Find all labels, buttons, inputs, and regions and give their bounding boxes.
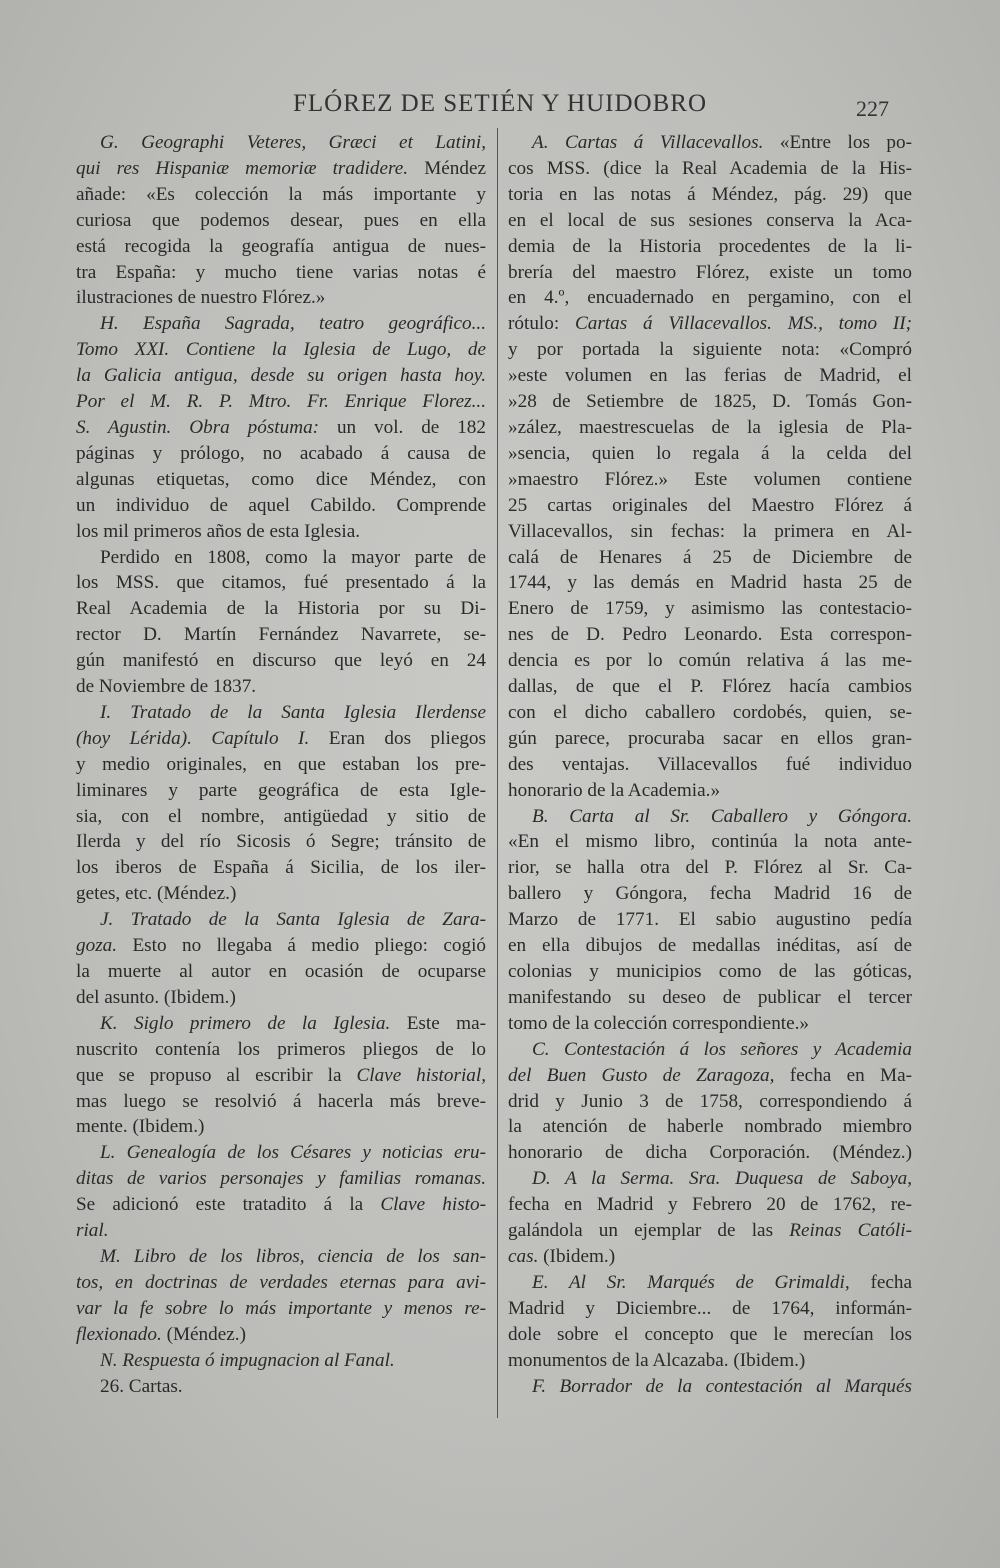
column-divider — [497, 128, 498, 1418]
text-segment: mente. (Ibidem.) — [76, 1116, 205, 1138]
text-line — [76, 1114, 486, 1140]
text-segment: con el dicho caballero cordobés, quien, se- — [508, 701, 912, 723]
left-text-column — [76, 130, 486, 1399]
text-segment: Esto no llegaba á medio pliego: cogió — [117, 935, 486, 957]
text-segment: »maestro Flórez.» Este volumen contiene — [508, 468, 912, 490]
text-line — [76, 674, 486, 700]
text-segment: liminares y parte geográfica de esta Igle- — [76, 779, 486, 801]
text-segment: mas luego se resolvió á hacerla más breve- — [76, 1090, 486, 1112]
text-segment: gún parece, procuraba sacar en ellos gran- — [508, 727, 912, 749]
text-segment: monumentos de la Alcazaba. (Ibidem.) — [508, 1349, 806, 1371]
text-segment: (Ibidem.) — [538, 1245, 616, 1267]
text-line — [76, 182, 486, 208]
text-segment: Se adicionó este tratadito á la — [76, 1194, 381, 1216]
text-line — [508, 1270, 912, 1296]
text-segment: fecha en Ma- — [774, 1064, 912, 1086]
text-line — [76, 881, 486, 907]
text-line — [508, 907, 912, 933]
text-segment: getes, etc. (Méndez.) — [76, 883, 237, 905]
text-segment: en el local de sus sesiones conserva la Aca- — [508, 209, 912, 231]
text-line — [508, 1037, 912, 1063]
text-line — [508, 1192, 912, 1218]
text-segment: »sencia, quien lo regala á la celda del — [508, 442, 912, 464]
text-line — [76, 1218, 486, 1244]
text-line — [508, 1374, 912, 1400]
text-line — [508, 674, 912, 700]
text-line — [76, 1192, 486, 1218]
italic-segment: (hoy Lérida). Capítulo I. — [76, 727, 310, 749]
text-segment: 25 cartas originales del Maestro Flórez á — [508, 494, 912, 516]
text-segment: de Noviembre de 1837. — [76, 676, 257, 698]
italic-segment: S. Agustin. Obra póstuma: — [76, 416, 320, 438]
text-line — [76, 363, 486, 389]
text-segment: Este ma- — [390, 1012, 486, 1034]
text-line — [508, 1063, 912, 1089]
text-line — [508, 804, 912, 830]
italic-segment: ditas de varios personajes y familias romanas. — [76, 1168, 486, 1190]
italic-segment: goza. — [76, 935, 118, 957]
text-line — [508, 441, 912, 467]
text-line — [76, 752, 486, 778]
text-line — [508, 208, 912, 234]
text-line — [508, 700, 912, 726]
italic-segment: E. Al Sr. Marqués de Grimaldi, — [532, 1271, 850, 1293]
text-line — [76, 441, 486, 467]
text-segment: honorario de dicha Corporación. (Méndez.) — [508, 1142, 912, 1164]
text-line — [76, 570, 486, 596]
text-line — [508, 260, 912, 286]
text-segment: drid y Junio 3 de 1758, correspondiendo á — [508, 1090, 912, 1112]
text-segment: galándola un ejemplar de las — [508, 1220, 790, 1242]
text-line — [508, 1089, 912, 1115]
text-line — [508, 493, 912, 519]
text-segment: nuscrito contenía los primeros pliegos de lo — [76, 1038, 486, 1060]
text-line — [508, 933, 912, 959]
text-line — [508, 337, 912, 363]
text-line — [76, 1089, 486, 1115]
text-line — [508, 1218, 912, 1244]
text-line — [508, 1296, 912, 1322]
text-segment: Marzo de 1771. El sabio augustino pedía — [508, 909, 912, 931]
text-segment: dole sobre el concepto que le merecían los — [508, 1323, 912, 1345]
text-segment: colonias y municipios como de las góticas, — [508, 961, 912, 982]
text-line — [76, 1244, 486, 1270]
text-line — [508, 829, 912, 855]
text-segment: 26. Cartas. — [100, 1375, 183, 1397]
text-segment: añade: «Es colección la más importante y — [76, 183, 486, 205]
text-line — [76, 208, 486, 234]
text-line — [508, 855, 912, 881]
text-line — [76, 156, 486, 182]
text-line — [76, 1296, 486, 1322]
text-line — [76, 596, 486, 622]
text-segment: los mil primeros años de esta Iglesia. — [76, 520, 361, 542]
text-segment: del asunto. (Ibidem.) — [76, 986, 236, 1008]
text-segment: honorario de la Academia.» — [508, 779, 721, 801]
text-line — [76, 1011, 486, 1037]
text-line — [76, 1166, 486, 1192]
text-line — [508, 1322, 912, 1348]
text-line — [508, 285, 912, 311]
text-segment: (Méndez.) — [161, 1323, 246, 1345]
text-line — [508, 570, 912, 596]
italic-segment: F. Borrador de la contestación al Marqués — [532, 1375, 912, 1397]
text-line — [76, 467, 486, 493]
running-header-title: FLÓREZ DE SETIÉN Y HUIDOBRO — [292, 90, 707, 117]
text-segment: ballero y Góngora, fecha Madrid 16 de — [508, 883, 912, 905]
italic-segment: L. Genealogía de los Césares y noticias eru- — [100, 1142, 486, 1164]
text-segment: »28 de Setiembre de 1825, D. Tomás Gon- — [508, 391, 912, 413]
italic-segment: C. Contestación á los señores y Academia — [532, 1038, 912, 1060]
italic-segment: Reinas Católi- — [789, 1220, 912, 1242]
text-line — [508, 1166, 912, 1192]
italic-segment: H. España Sagrada, teatro geográfico... — [100, 313, 486, 335]
italic-segment: J. Tratado de la Santa Iglesia de Zara- — [100, 909, 486, 931]
page-number: 227 — [856, 96, 889, 121]
text-segment: los iberos de España á Sicilia, de los iler- — [76, 857, 486, 879]
text-segment: nes de D. Pedro Leonardo. Esta correspon- — [508, 624, 912, 646]
text-line — [76, 700, 486, 726]
italic-segment: K. Siglo primero de la Iglesia. — [100, 1012, 391, 1034]
italic-segment: M. Libro de los libros, ciencia de los san- — [100, 1245, 486, 1267]
text-segment: dencia es por lo común relativa á las me- — [508, 650, 912, 672]
right-text-column — [508, 130, 912, 1399]
text-segment: sia, con el nombre, antigüedad y sitio de — [76, 805, 486, 827]
text-segment: fecha en Madrid y Febrero 20 de 1762, re- — [508, 1194, 912, 1216]
text-line — [76, 933, 486, 959]
italic-segment: D. A la Serma. Sra. Duquesa de Saboya, — [532, 1168, 912, 1190]
text-line — [508, 363, 912, 389]
text-line — [76, 493, 486, 519]
text-segment: fecha — [849, 1271, 912, 1293]
text-line — [76, 855, 486, 881]
text-line — [76, 648, 486, 674]
text-segment: «En el mismo libro, continúa la nota ante- — [508, 831, 912, 853]
text-segment: 1744, y las demás en Madrid hasta 25 de — [508, 572, 912, 594]
text-line — [76, 311, 486, 337]
text-segment: rector D. Martín Fernández Navarrete, se- — [76, 624, 486, 646]
text-segment: Méndez — [408, 157, 486, 179]
text-line — [508, 1140, 912, 1166]
text-segment: des ventajas. Villacevallos fué individuo — [508, 753, 912, 775]
text-line — [76, 726, 486, 752]
text-segment: en 4.º, encuadernado en pergamino, con el — [508, 287, 912, 309]
text-segment: »este volumen en las ferias de Madrid, el — [508, 365, 912, 387]
text-line — [508, 726, 912, 752]
italic-segment: la Galicia antigua, desde su origen hasta hoy. — [76, 365, 486, 387]
text-segment: y por portada la siguiente nota: «Compró — [508, 339, 912, 361]
italic-segment: Cartas á Villacevallos. MS., tomo II; — [574, 313, 912, 335]
text-line — [76, 389, 486, 415]
italic-segment: tos, en doctrinas de verdades eternas para avi- — [76, 1271, 486, 1293]
text-line — [508, 881, 912, 907]
text-line — [76, 260, 486, 286]
text-line — [508, 1114, 912, 1140]
text-line — [76, 519, 486, 545]
text-line — [508, 234, 912, 260]
italic-segment: G. Geographi Veteres, Græci et Latini, — [100, 132, 486, 153]
text-segment: Eran dos pliegos — [309, 727, 486, 749]
text-segment: algunas etiquetas, como dice Méndez, con — [76, 468, 486, 490]
text-line — [508, 467, 912, 493]
text-line — [508, 778, 912, 804]
text-line — [508, 622, 912, 648]
text-segment: tra España: y mucho tiene varias notas é — [76, 261, 486, 283]
text-segment: un individuo de aquel Cabildo. Comprende — [76, 494, 486, 516]
text-line — [76, 985, 486, 1011]
text-segment: Enero de 1759, y asimismo las contestacio- — [508, 598, 912, 620]
italic-segment: del Buen Gusto de Zaragoza, — [508, 1064, 775, 1086]
text-segment: la muerte al autor en ocasión de ocuparse — [76, 961, 486, 982]
text-segment: en ella dibujos de medallas inéditas, así de — [508, 935, 912, 957]
text-segment: la atención de haberle nombrado miembro — [508, 1116, 912, 1138]
text-line — [76, 1140, 486, 1166]
text-line — [76, 337, 486, 363]
text-line — [508, 1348, 912, 1374]
text-line — [508, 182, 912, 208]
text-segment: los MSS. que citamos, fué presentado á la — [76, 572, 486, 594]
text-line — [508, 648, 912, 674]
text-line — [76, 234, 486, 260]
text-segment: Villacevallos, sin fechas: la primera en Al- — [508, 520, 912, 542]
text-segment: páginas y prólogo, no acabado á causa de — [76, 442, 486, 464]
text-line — [508, 1244, 912, 1270]
italic-segment: Clave histo- — [380, 1194, 486, 1216]
italic-segment: Por el M. R. P. Mtro. Fr. Enrique Florez... — [76, 391, 486, 413]
text-line — [76, 285, 486, 311]
text-line — [76, 1374, 486, 1400]
text-line — [76, 1322, 486, 1348]
text-segment: un vol. de 182 — [319, 416, 486, 438]
italic-segment: cas. — [508, 1245, 539, 1267]
text-line — [508, 545, 912, 571]
text-segment: cos MSS. (dice la Real Academia de la His- — [508, 157, 912, 179]
text-line — [76, 804, 486, 830]
text-segment: rótulo: — [508, 313, 575, 335]
italic-segment: qui res Hispaniæ memoriæ tradidere. — [76, 157, 409, 179]
text-line — [76, 778, 486, 804]
text-line — [76, 545, 486, 571]
text-line — [508, 985, 912, 1011]
text-segment: Madrid y Diciembre... de 1764, informán- — [508, 1297, 912, 1319]
italic-segment: Clave historial, — [356, 1064, 486, 1086]
italic-segment: N. Respuesta ó impugnacion al Fanal. — [100, 1349, 395, 1371]
italic-segment: Tomo XXI. Contiene la Iglesia de Lugo, de — [76, 339, 486, 361]
text-segment: «Entre los po- — [763, 132, 912, 153]
text-segment: demia de la Historia procedentes de la li- — [508, 235, 912, 257]
text-line — [508, 1011, 912, 1037]
text-segment: rior, se halla otra del P. Flórez al Sr. Ca- — [508, 857, 912, 879]
text-line — [76, 415, 486, 441]
text-segment: calá de Henares á 25 de Diciembre de — [508, 546, 912, 568]
text-segment: Perdido en 1808, como la mayor parte de — [100, 546, 486, 568]
text-line — [508, 130, 912, 156]
text-line — [76, 1348, 486, 1374]
text-segment: toria en las notas á Méndez, pág. 29) que — [508, 183, 912, 205]
italic-segment: A. Cartas á Villacevallos. — [532, 132, 764, 153]
text-line — [76, 1063, 486, 1089]
text-segment: Ilerda y del río Sicosis ó Segre; tránsito de — [76, 831, 486, 853]
text-segment: tomo de la colección correspondiente.» — [508, 1012, 810, 1034]
text-segment: Real Academia de la Historia por su Di- — [76, 598, 486, 620]
text-line — [76, 622, 486, 648]
text-segment: curiosa que podemos desear, pues en ella — [76, 209, 486, 231]
text-line — [76, 1037, 486, 1063]
text-segment: que se propuso al escribir la — [76, 1064, 357, 1086]
text-segment: y medio originales, en que estaban los pre- — [76, 753, 486, 775]
text-segment: ilustraciones de nuestro Flórez.» — [76, 287, 326, 309]
text-line — [508, 311, 912, 337]
text-line — [76, 829, 486, 855]
italic-segment: I. Tratado de la Santa Iglesia Ilerdense — [100, 701, 486, 723]
text-line — [508, 519, 912, 545]
text-segment: dallas, de que el P. Flórez hacía cambios — [508, 676, 912, 698]
italic-segment: var la fe sobre lo más importante y menos re- — [76, 1297, 486, 1319]
text-line — [76, 907, 486, 933]
italic-segment: flexionado. — [76, 1323, 162, 1345]
text-line — [508, 415, 912, 441]
text-line — [76, 130, 486, 156]
text-line — [76, 959, 486, 985]
text-line — [508, 596, 912, 622]
text-line — [508, 752, 912, 778]
text-segment: brería del maestro Flórez, existe un tomo — [508, 261, 912, 283]
text-line — [76, 1270, 486, 1296]
text-segment: »zález, maestrescuelas de la iglesia de Pla- — [508, 416, 912, 438]
text-segment: manifestando su deseo de publicar el tercer — [508, 986, 912, 1008]
text-line — [508, 389, 912, 415]
italic-segment: B. Carta al Sr. Caballero y Góngora. — [532, 805, 912, 827]
text-segment: está recogida la geografía antigua de nues- — [76, 235, 486, 257]
text-line — [508, 156, 912, 182]
italic-segment: rial. — [76, 1220, 109, 1242]
text-segment: gún manifestó en discurso que leyó en 24 — [76, 650, 486, 672]
text-line — [508, 959, 912, 985]
